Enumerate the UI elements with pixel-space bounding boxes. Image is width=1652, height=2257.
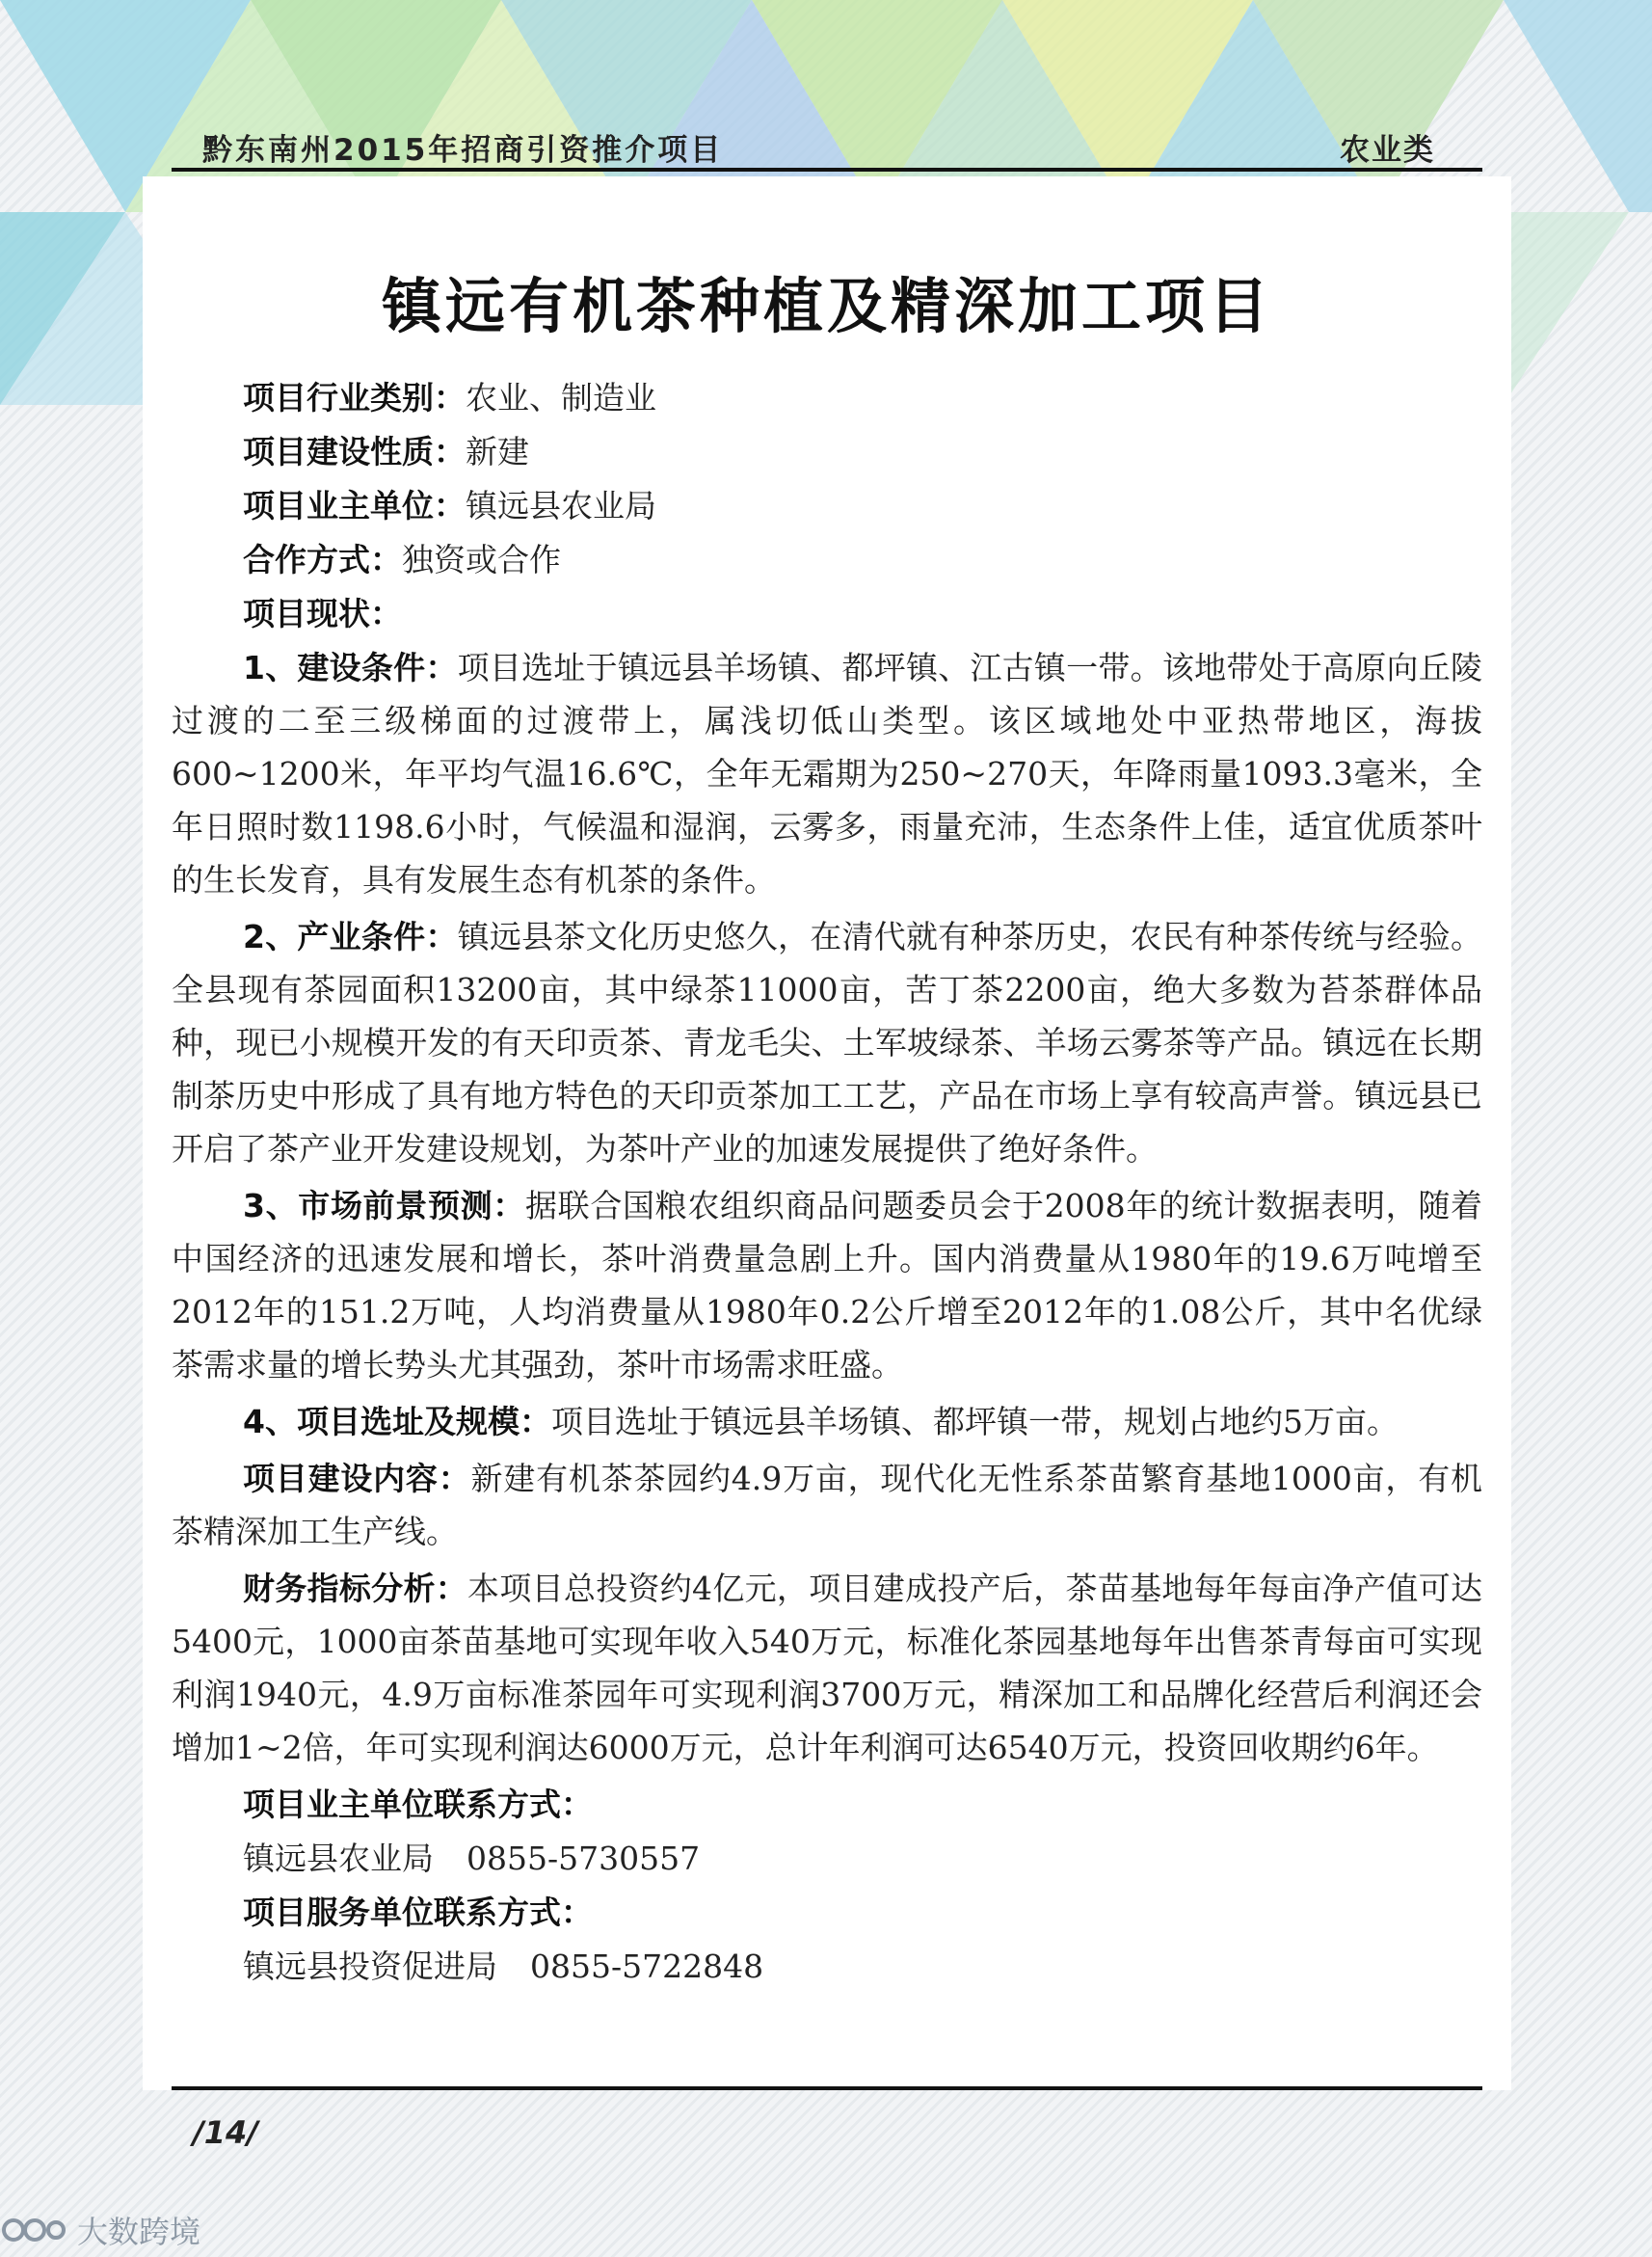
section-text: 本项目总投资约4亿元，项目建成投产后，茶苗基地每年每亩净产值可达5400元，1000亩茶苗基地可实现年收入540万元，标准化茶园基地每年出售茶青每亩可实现利润1940元，4.9万亩标准茶园年可实现利润3700万元，精深加工和品牌化经营后利润还会增加1~2倍，年可实现利润达6000万元，总计年利润可达6540万元，投资回收期约6年。 — [172, 1570, 1483, 1766]
section-label: 项目建设内容： — [243, 1460, 471, 1497]
publication-header: 黔东南州2015年招商引资推介项目 — [202, 133, 724, 168]
owner-contact-phone: 0855-5730557 — [466, 1840, 701, 1877]
section-label: 财务指标分析： — [243, 1570, 468, 1607]
info-label: 项目业主单位： — [243, 487, 466, 524]
footer-divider — [172, 2086, 1482, 2090]
section-text: 新建有机茶茶园约4.9万亩，现代化无性系茶苗繁育基地1000亩，有机茶精深加工生产线。 — [172, 1460, 1483, 1550]
service-contact-name: 镇远县投资促进局 — [243, 1948, 497, 1985]
owner-contact-name: 镇远县农业局 — [243, 1840, 434, 1877]
info-value: 农业、制造业 — [466, 379, 656, 416]
section-label: 4、项目选址及规模： — [243, 1403, 551, 1440]
info-value: 镇远县农业局 — [466, 487, 656, 524]
info-label: 项目建设性质： — [243, 433, 466, 470]
section-market-outlook — [172, 1179, 1482, 1391]
info-label: 合作方式： — [243, 541, 402, 578]
info-row-cooperation — [172, 533, 1482, 587]
section-label: 1、建设条件： — [243, 649, 458, 686]
section-text: 项目选址于镇远县羊场镇、都坪镇一带，规划占地约5万亩。 — [550, 1403, 1399, 1440]
info-row-owner — [172, 479, 1482, 533]
section-label: 2、产业条件： — [243, 918, 458, 955]
info-row-status — [172, 587, 1482, 641]
info-label: 项目行业类别： — [243, 379, 466, 416]
document-body — [172, 371, 1482, 1994]
service-contact-heading: 项目服务单位联系方式： — [243, 1894, 593, 1931]
info-value: 独资或合作 — [402, 541, 561, 578]
page-number: /14/ — [193, 2114, 258, 2151]
section-text: 据联合国粮农组织商品问题委员会于2008年的统计数据表明，随着中国经济的迅速发展和增长，茶叶消费量急剧上升。国内消费量从1980年的19.6万吨增至2012年的151.2万吨，人均消费量从1980年0.2公斤增至2012年的1.08公斤，其中名优绿茶需求量的增长势头尤其强劲，茶叶市场需求旺盛。 — [172, 1187, 1483, 1384]
section-construction-conditions — [172, 641, 1482, 906]
section-industry-conditions — [172, 910, 1482, 1175]
header-divider — [172, 168, 1482, 172]
watermark-logo-icon — [0, 2211, 67, 2249]
section-financial-analysis — [172, 1562, 1482, 1774]
section-construction-content — [172, 1452, 1482, 1558]
service-contact-line — [172, 1940, 1482, 1994]
info-label: 项目现状： — [243, 595, 402, 632]
watermark-text: 大数跨境 — [77, 2214, 201, 2250]
category-header: 农业类 — [1340, 133, 1435, 168]
section-label: 3、市场前景预测： — [243, 1187, 525, 1224]
owner-contact-heading: 项目业主单位联系方式： — [243, 1786, 593, 1823]
section-site-scale — [172, 1395, 1482, 1448]
service-contact-phone: 0855-5722848 — [530, 1948, 764, 1985]
info-row-nature — [172, 425, 1482, 479]
watermark — [0, 2208, 200, 2252]
section-text: 项目选址于镇远县羊场镇、都坪镇、江古镇一带。该地带处于高原向丘陵过渡的二至三级梯面的过渡带上，属浅切低山类型。该区域地处中亚热带地区，海拔600~1200米，年平均气温16.6℃，全年无霜期为250~270天，年降雨量1093.3毫米，全年日照时数1198.6小时，气候温和湿润，云雾多，雨量充沛，生态条件上佳，适宜优质茶叶的生长发育，具有发展生态有机茶的条件。 — [172, 649, 1483, 899]
owner-contact-line — [172, 1832, 1482, 1886]
info-row-industry — [172, 371, 1482, 425]
section-text: 镇远县茶文化历史悠久，在清代就有种茶历史，农民有种茶传统与经验。全县现有茶园面积13200亩，其中绿茶11000亩，苦丁茶2200亩，绝大多数为苔茶群体品种，现已小规模开发的有天印贡茶、青龙毛尖、土军坡绿茶、羊场云雾茶等产品。镇远在长期制茶历史中形成了具有地方特色的天印贡茶加工工艺，产品在市场上享有较高声誉。镇远县已开启了茶产业开发建设规划，为茶叶产业的加速发展提供了绝好条件。 — [172, 918, 1483, 1168]
page-title: 镇远有机茶种植及精深加工项目 — [381, 271, 1272, 341]
info-value: 新建 — [466, 433, 529, 470]
